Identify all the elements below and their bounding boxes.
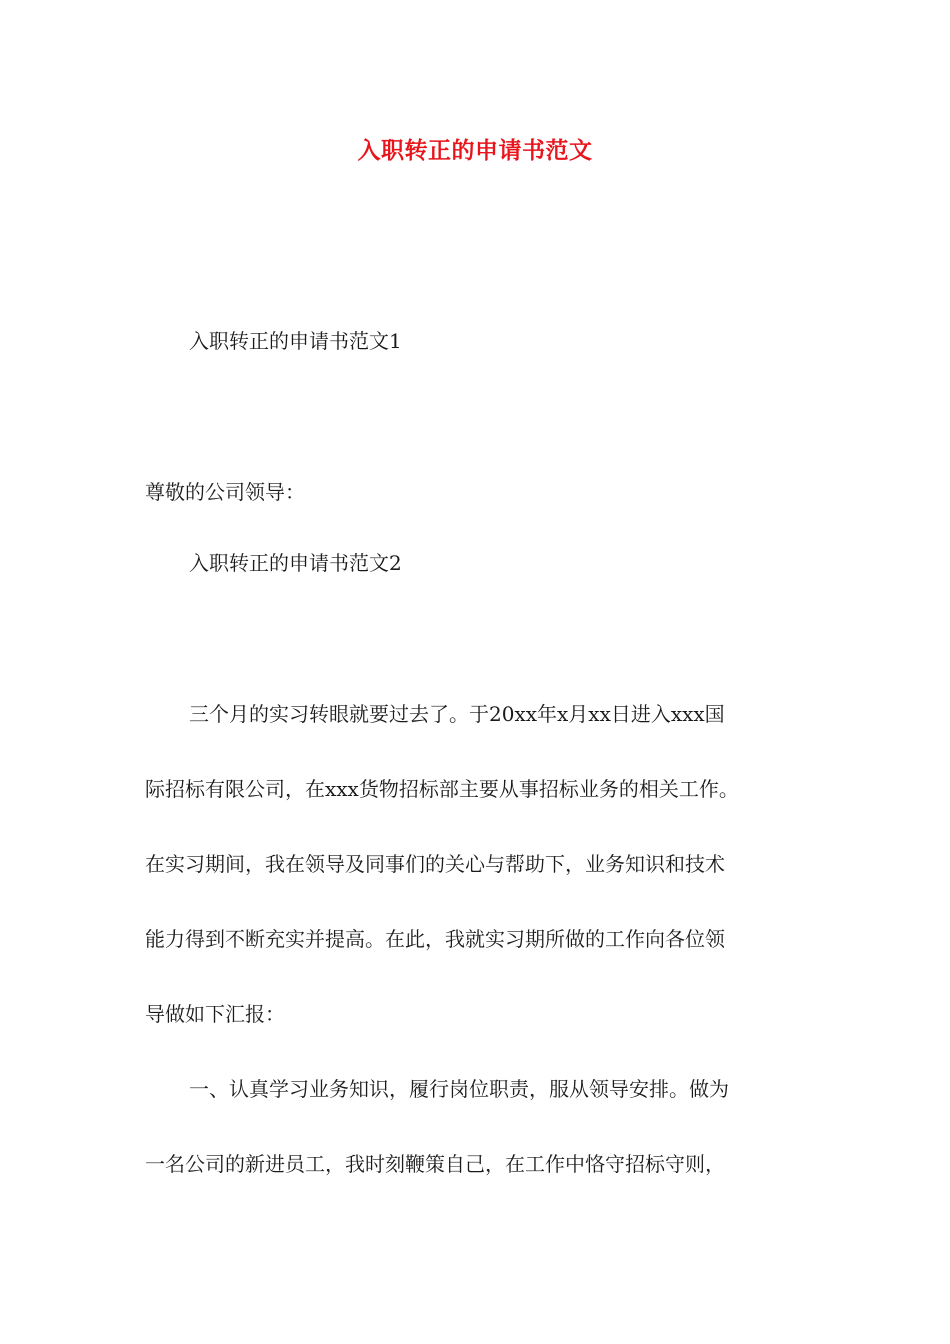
paragraph-line: 际招标有限公司，在xxx货物招标部主要从事招标业务的相关工作。: [145, 777, 739, 801]
paragraph-line: 三个月的实习转眼就要过去了。于20xx年x月xx日进入xxx国: [189, 702, 725, 726]
document-title: 入职转正的申请书范文: [357, 138, 593, 164]
section-heading-2: 入职转正的申请书范文2: [189, 551, 402, 575]
paragraph-line: 导做如下汇报：: [145, 1002, 285, 1026]
paragraph-line: 一、认真学习业务知识，履行岗位职责，服从领导安排。做为: [189, 1077, 729, 1101]
section-heading-1: 入职转正的申请书范文1: [189, 329, 402, 353]
paragraph-line: 在实习期间，我在领导及同事们的关心与帮助下，业务知识和技术: [145, 852, 725, 876]
salutation: 尊敬的公司领导：: [145, 480, 305, 504]
paragraph-line: 一名公司的新进员工，我时刻鞭策自己，在工作中恪守招标守则，: [145, 1152, 725, 1176]
paragraph-line: 能力得到不断充实并提高。在此，我就实习期所做的工作向各位领: [145, 927, 725, 951]
